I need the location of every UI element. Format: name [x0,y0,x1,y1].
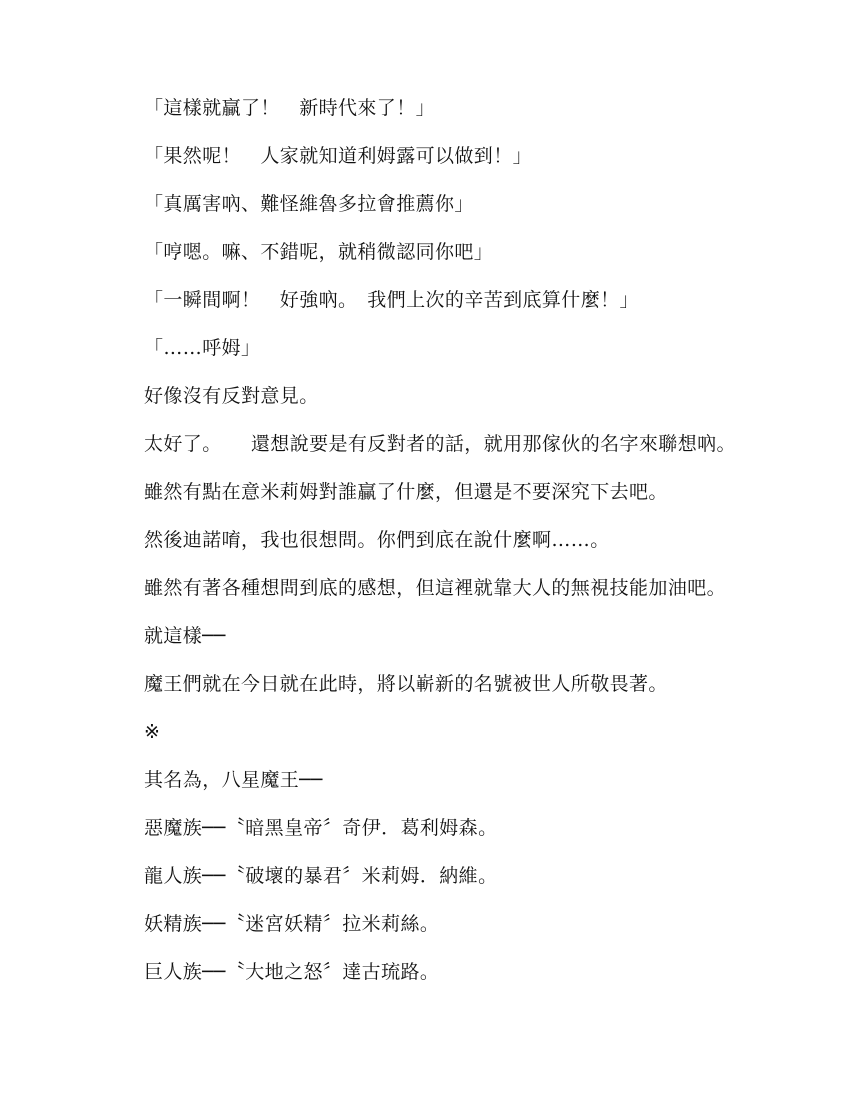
paragraph-demon-lord-guy: 惡魔族──〝暗黑皇帝〞奇伊．葛利姆森。 [144,817,498,839]
paragraph-demon-lord-ramiris: 妖精族──〝迷宮妖精〞拉米莉絲。 [144,913,440,935]
paragraph-dino-question: 然後迪諾唷，我也很想問。你們到底在說什麼啊……。 [144,529,610,551]
paragraph-relief: 太好了。 還想說要是有反對者的話，就用那傢伙的名字來聯想吶。 [144,433,736,455]
paragraph-shout-new-era: 「這樣就贏了！ 新時代來了！」 [144,97,436,119]
paragraph-octagram: 其名為，八星魔王── [144,769,323,791]
paragraph-humph: 「……呼姆」 [144,337,261,359]
paragraph-new-title: 魔王們就在今日就在此時，將以嶄新的名號被世人所敬畏著。 [144,673,668,695]
paragraph-acknowledge: 「哼嗯。嘛、不錯呢，就稍微認同你吧」 [144,241,494,263]
paragraph-amazing: 「真厲害吶、難怪維魯多拉會推薦你」 [144,193,474,215]
paragraph-ignore-skill: 雖然有著各種想問到底的感想，但這裡就靠大人的無視技能加油吧。 [144,577,727,599]
section-mark: ※ [144,721,161,743]
paragraph-instant: 「一瞬間啊！ 好強吶。 我們上次的辛苦到底算什麼！」 [144,289,639,311]
paragraph-and-so: 就這樣── [144,625,226,647]
paragraph-no-objection: 好像沒有反對意見。 [144,385,319,407]
text-body [100,97,760,1009]
paragraph-demon-lord-dagruel: 巨人族──〝大地之怒〞達古琉路。 [144,961,440,983]
paragraph-as-expected: 「果然呢！ 人家就知道利姆露可以做到！」 [144,145,533,167]
paragraph-demon-lord-milim: 龍人族──〝破壞的暴君〞米莉姆．納維。 [144,865,498,887]
paragraph-milim-concern: 雖然有點在意米莉姆對誰贏了什麼，但還是不要深究下去吧。 [144,481,668,503]
